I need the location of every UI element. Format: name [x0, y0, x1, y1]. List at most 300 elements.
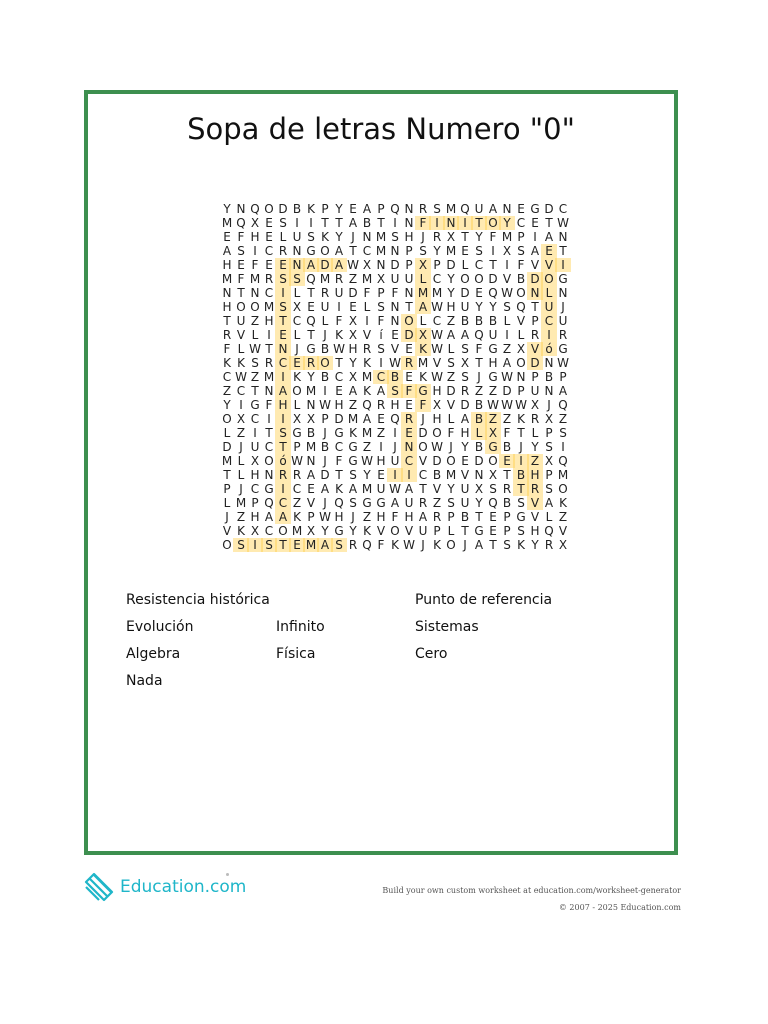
grid-letter: G — [250, 398, 260, 412]
grid-letter: S — [332, 538, 346, 552]
grid-letter: A — [418, 510, 428, 524]
grid-letter: J — [295, 342, 299, 356]
grid-letter: A — [460, 328, 470, 342]
grid-letter: U — [390, 454, 400, 468]
grid-letter: M — [361, 272, 373, 286]
grid-letter: J — [463, 538, 467, 552]
grid-letter: N — [474, 468, 484, 482]
grid-letter: E — [461, 454, 469, 468]
grid-letter: A — [446, 328, 456, 342]
grid-letter: C — [236, 384, 246, 398]
grid-letter: C — [474, 258, 484, 272]
grid-letter: L — [503, 314, 511, 328]
grid-letter: H — [390, 398, 400, 412]
grid-letter: O — [460, 272, 470, 286]
grid-letter: P — [531, 314, 539, 328]
grid-letter: C — [250, 482, 260, 496]
grid-letter: P — [503, 524, 511, 538]
grid-letter: Y — [447, 272, 455, 286]
grid-letter: K — [321, 230, 329, 244]
grid-letter: S — [251, 356, 259, 370]
grid-letter: R — [292, 468, 302, 482]
grid-letter: M — [235, 496, 247, 510]
grid-letter: D — [474, 454, 484, 468]
grid-letter: U — [250, 440, 260, 454]
grid-letter: U — [390, 272, 400, 286]
grid-letter: V — [446, 398, 456, 412]
grid-letter: L — [517, 328, 525, 342]
grid-letter: C — [276, 496, 290, 510]
grid-letter: D — [544, 202, 554, 216]
grid-letter: D — [318, 258, 332, 272]
grid-letter: I — [309, 216, 313, 230]
grid-letter: R — [402, 412, 416, 426]
grid-letter: R — [348, 538, 358, 552]
grid-letter: X — [516, 342, 526, 356]
grid-row — [220, 482, 570, 496]
grid-letter: T — [472, 216, 486, 230]
grid-letter: A — [530, 244, 540, 258]
grid-letter: N — [390, 244, 400, 258]
grid-letter: Q — [306, 272, 316, 286]
grid-letter: D — [460, 286, 470, 300]
grid-letter: E — [265, 216, 273, 230]
grid-letter: L — [447, 524, 455, 538]
grid-letter: I — [379, 356, 383, 370]
grid-letter: A — [306, 468, 316, 482]
grid-letter: E — [402, 426, 416, 440]
grid-row — [220, 328, 570, 342]
grid-letter: F — [377, 314, 385, 328]
grid-letter: I — [276, 482, 290, 496]
grid-letter: V — [558, 524, 568, 538]
grid-letter: V — [432, 482, 442, 496]
grid-letter: M — [445, 468, 457, 482]
grid-letter: L — [237, 454, 245, 468]
grid-letter: C — [542, 314, 556, 328]
grid-letter: L — [279, 230, 287, 244]
grid-letter: I — [295, 216, 299, 230]
grid-letter: J — [547, 398, 551, 412]
grid-letter: A — [502, 356, 512, 370]
grid-letter: B — [320, 440, 330, 454]
grid-letter: X — [488, 468, 498, 482]
grid-letter: C — [292, 482, 302, 496]
grid-letter: L — [472, 426, 486, 440]
grid-letter: E — [377, 468, 385, 482]
grid-letter: R — [558, 328, 568, 342]
grid-letter: I — [248, 538, 262, 552]
grid-letter: D — [488, 272, 498, 286]
grid-letter: T — [335, 356, 343, 370]
grid-letter: I — [505, 328, 509, 342]
grid-letter: L — [447, 342, 455, 356]
grid-letter: S — [276, 426, 290, 440]
grid-letter: P — [447, 510, 455, 524]
grid-letter: W — [347, 258, 359, 272]
grid-letter: T — [276, 440, 290, 454]
grid-letter: P — [321, 412, 329, 426]
grid-letter: B — [432, 468, 442, 482]
grid-letter: Z — [362, 510, 372, 524]
grid-letter: J — [323, 328, 327, 342]
word-item: Infinito — [276, 619, 325, 635]
grid-letter: F — [391, 286, 399, 300]
grid-letter: E — [391, 328, 399, 342]
grid-letter: R — [502, 482, 512, 496]
grid-letter: Q — [362, 398, 372, 412]
grid-letter: P — [531, 370, 539, 384]
grid-letter: N — [222, 286, 232, 300]
grid-letter: O — [264, 202, 274, 216]
grid-letter: S — [461, 370, 469, 384]
grid-letter: N — [544, 384, 554, 398]
grid-letter: I — [533, 230, 537, 244]
grid-letter: T — [377, 216, 385, 230]
grid-letter: E — [405, 342, 413, 356]
grid-letter: M — [319, 272, 331, 286]
grid-letter: H — [250, 468, 260, 482]
grid-letter: P — [321, 202, 329, 216]
grid-letter: K — [335, 482, 343, 496]
grid-letter: H — [446, 300, 456, 314]
grid-letter: Y — [461, 440, 469, 454]
grid-letter: T — [475, 510, 483, 524]
grid-letter: K — [363, 384, 371, 398]
grid-letter: T — [461, 524, 469, 538]
grid-letter: A — [416, 300, 430, 314]
grid-letter: S — [517, 496, 525, 510]
grid-letter: I — [542, 328, 556, 342]
grid-letter: X — [292, 300, 302, 314]
grid-letter: F — [503, 426, 511, 440]
grid-letter: J — [519, 440, 523, 454]
grid-letter: E — [307, 300, 315, 314]
grid-letter: X — [432, 398, 442, 412]
grid-letter: H — [432, 384, 442, 398]
grid-letter: B — [320, 370, 330, 384]
grid-letter: T — [307, 286, 315, 300]
grid-letter: R — [544, 538, 554, 552]
grid-letter: A — [460, 412, 470, 426]
grid-letter: S — [290, 272, 304, 286]
grid-letter: F — [489, 230, 497, 244]
grid-letter: Y — [335, 202, 343, 216]
grid-letter: Q — [334, 496, 344, 510]
footer-tagline[interactable]: Build your own custom worksheet at education.com/worksheet-generator — [382, 886, 681, 895]
grid-letter: U — [530, 384, 540, 398]
grid-letter: X — [250, 216, 260, 230]
grid-letter: T — [251, 384, 259, 398]
grid-letter: H — [376, 454, 386, 468]
grid-letter: X — [292, 412, 302, 426]
grid-letter: Q — [558, 398, 568, 412]
grid-letter: U — [558, 314, 568, 328]
grid-letter: L — [293, 328, 301, 342]
grid-letter: H — [488, 356, 498, 370]
grid-letter: K — [293, 510, 301, 524]
grid-letter: O — [264, 454, 274, 468]
grid-letter: A — [264, 510, 274, 524]
grid-letter: J — [449, 440, 453, 454]
grid-letter: C — [334, 440, 344, 454]
grid-row — [220, 440, 570, 454]
grid-letter: U — [292, 230, 302, 244]
grid-letter: F — [475, 342, 483, 356]
word-item: Sistemas — [415, 619, 479, 635]
grid-letter: O — [446, 454, 456, 468]
grid-letter: C — [558, 202, 568, 216]
grid-letter: R — [530, 328, 540, 342]
grid-letter: D — [446, 384, 456, 398]
grid-letter: B — [502, 496, 512, 510]
grid-letter: B — [516, 272, 526, 286]
grid-letter: Y — [433, 244, 441, 258]
grid-letter: Z — [222, 384, 232, 398]
grid-row — [220, 524, 570, 538]
worksheet-frame — [84, 90, 678, 855]
grid-letter: E — [290, 538, 304, 552]
grid-letter: S — [377, 342, 385, 356]
grid-letter: I — [393, 426, 397, 440]
grid-letter: Q — [488, 496, 498, 510]
grid-letter: F — [416, 398, 430, 412]
grid-letter: R — [334, 272, 344, 286]
grid-letter: H — [530, 524, 540, 538]
grid-letter: Y — [447, 286, 455, 300]
word-item: Algebra — [126, 646, 181, 662]
grid-letter: S — [461, 342, 469, 356]
grid-letter: S — [545, 482, 553, 496]
grid-letter: G — [348, 454, 358, 468]
grid-letter: N — [558, 230, 568, 244]
grid-letter: T — [489, 258, 497, 272]
grid-letter: V — [306, 496, 316, 510]
grid-letter: U — [542, 300, 556, 314]
grid-letter: S — [517, 524, 525, 538]
grid-letter: ó — [542, 342, 556, 356]
grid-letter: W — [403, 538, 415, 552]
grid-letter: L — [251, 328, 259, 342]
grid-letter: U — [418, 524, 428, 538]
grid-letter: E — [542, 244, 556, 258]
grid-letter: P — [377, 286, 385, 300]
grid-letter: S — [433, 202, 441, 216]
grid-letter: X — [558, 538, 568, 552]
grid-letter: O — [278, 524, 288, 538]
grid-letter: J — [421, 412, 425, 426]
grid-letter: E — [405, 370, 413, 384]
grid-letter: M — [305, 538, 317, 552]
grid-letter: I — [253, 244, 257, 258]
grid-letter: B — [292, 202, 302, 216]
grid-letter: I — [402, 468, 416, 482]
grid-letter: R — [418, 202, 428, 216]
grid-letter: P — [377, 202, 385, 216]
grid-letter: N — [264, 384, 274, 398]
grid-letter: J — [393, 440, 397, 454]
grid-letter: H — [528, 468, 542, 482]
grid-letter: V — [502, 272, 512, 286]
grid-letter: I — [267, 328, 271, 342]
grid-letter: T — [461, 230, 469, 244]
grid-letter: F — [377, 538, 385, 552]
grid-letter: H — [376, 510, 386, 524]
grid-letter: O — [558, 482, 568, 496]
grid-letter: A — [404, 482, 414, 496]
grid-letter: I — [561, 440, 565, 454]
grid-row — [220, 342, 570, 356]
grid-letter: G — [558, 272, 568, 286]
grid-letter: O — [516, 286, 526, 300]
grid-letter: V — [530, 258, 540, 272]
footer-copyright: © 2007 - 2025 Education.com — [558, 903, 681, 912]
grid-letter: V — [528, 496, 542, 510]
grid-letter: R — [264, 272, 274, 286]
education-logo[interactable] — [82, 870, 246, 904]
grid-letter: D — [502, 384, 512, 398]
grid-letter: C — [264, 244, 274, 258]
grid-letter: N — [250, 286, 260, 300]
grid-letter: F — [391, 510, 399, 524]
grid-letter: Z — [250, 314, 260, 328]
grid-letter: E — [349, 300, 357, 314]
grid-letter: D — [278, 202, 288, 216]
grid-row — [220, 510, 570, 524]
grid-letter: X — [530, 398, 540, 412]
grid-letter: V — [376, 524, 386, 538]
grid-letter: A — [348, 482, 358, 496]
grid-letter: P — [405, 244, 413, 258]
grid-letter: P — [293, 440, 301, 454]
grid-letter: Y — [531, 538, 539, 552]
grid-letter: A — [558, 384, 568, 398]
grid-letter: A — [332, 258, 346, 272]
grid-letter: L — [461, 258, 469, 272]
grid-letter: I — [458, 216, 472, 230]
grid-letter: S — [503, 300, 511, 314]
grid-letter: Y — [475, 300, 483, 314]
grid-letter: Z — [502, 342, 512, 356]
grid-letter: N — [390, 300, 400, 314]
grid-letter: O — [390, 524, 400, 538]
grid-letter: X — [348, 314, 358, 328]
grid-letter: V — [432, 356, 442, 370]
grid-letter: A — [544, 496, 554, 510]
grid-letter: M — [221, 454, 233, 468]
grid-letter: D — [418, 426, 428, 440]
grid-letter: W — [501, 286, 513, 300]
grid-letter: S — [388, 384, 402, 398]
footer-credits — [382, 882, 681, 916]
grid-letter: U — [334, 286, 344, 300]
grid-row — [220, 454, 570, 468]
grid-letter: W — [361, 454, 373, 468]
grid-letter: P — [517, 384, 525, 398]
grid-letter: H — [222, 300, 232, 314]
grid-letter: G — [306, 244, 316, 258]
grid-letter: K — [293, 370, 301, 384]
grid-letter: S — [447, 496, 455, 510]
grid-letter: F — [517, 258, 525, 272]
grid-letter: H — [404, 510, 414, 524]
grid-letter: X — [362, 258, 372, 272]
grid-letter: B — [460, 510, 470, 524]
grid-letter: N — [264, 468, 274, 482]
grid-letter: F — [335, 454, 343, 468]
grid-letter: I — [253, 426, 257, 440]
grid-letter: E — [517, 202, 525, 216]
grid-letter: N — [306, 454, 316, 468]
grid-letter: U — [320, 300, 330, 314]
grid-letter: Q — [250, 202, 260, 216]
grid-letter: Y — [447, 482, 455, 496]
grid-letter: M — [375, 230, 387, 244]
grid-letter: N — [404, 202, 414, 216]
grid-letter: X — [348, 370, 358, 384]
grid-letter: E — [475, 286, 483, 300]
grid-letter: N — [236, 202, 246, 216]
grid-letter: E — [500, 454, 514, 468]
grid-letter: K — [419, 370, 427, 384]
grid-letter: K — [307, 202, 315, 216]
grid-letter: Z — [236, 510, 246, 524]
grid-letter: X — [544, 454, 554, 468]
grid-letter: Z — [446, 370, 456, 384]
grid-letter: R — [402, 356, 416, 370]
grid-letter: P — [545, 468, 553, 482]
grid-letter: G — [486, 440, 500, 454]
grid-letter: F — [402, 384, 416, 398]
grid-letter: F — [416, 216, 430, 230]
grid-letter: W — [431, 342, 443, 356]
grid-letter: S — [262, 538, 276, 552]
grid-letter: Q — [516, 300, 526, 314]
grid-letter: M — [361, 482, 373, 496]
grid-letter: O — [236, 300, 246, 314]
grid-letter: M — [361, 426, 373, 440]
grid-row — [220, 216, 570, 230]
grid-letter: P — [251, 496, 259, 510]
grid-letter: E — [290, 356, 304, 370]
grid-letter: U — [404, 272, 414, 286]
grid-letter: T — [559, 244, 567, 258]
grid-letter: K — [349, 426, 357, 440]
grid-letter: G — [348, 440, 358, 454]
grid-letter: I — [365, 314, 369, 328]
grid-letter: Q — [558, 454, 568, 468]
grid-letter: M — [305, 440, 317, 454]
grid-letter: L — [237, 342, 245, 356]
grid-row — [220, 370, 570, 384]
grid-letter: R — [304, 356, 318, 370]
grid-letter: K — [517, 538, 525, 552]
grid-letter: R — [530, 412, 540, 426]
grid-letter: ó — [276, 454, 290, 468]
grid-letter: X — [250, 454, 260, 468]
grid-letter: C — [432, 272, 442, 286]
grid-letter: E — [377, 412, 385, 426]
grid-letter: N — [404, 216, 414, 230]
grid-letter: N — [290, 258, 304, 272]
grid-letter: L — [293, 398, 301, 412]
letter-grid — [220, 202, 570, 552]
grid-letter: E — [237, 258, 245, 272]
grid-letter: T — [349, 244, 357, 258]
grid-letter: I — [267, 412, 271, 426]
grid-letter: B — [472, 412, 486, 426]
grid-letter: I — [430, 216, 444, 230]
